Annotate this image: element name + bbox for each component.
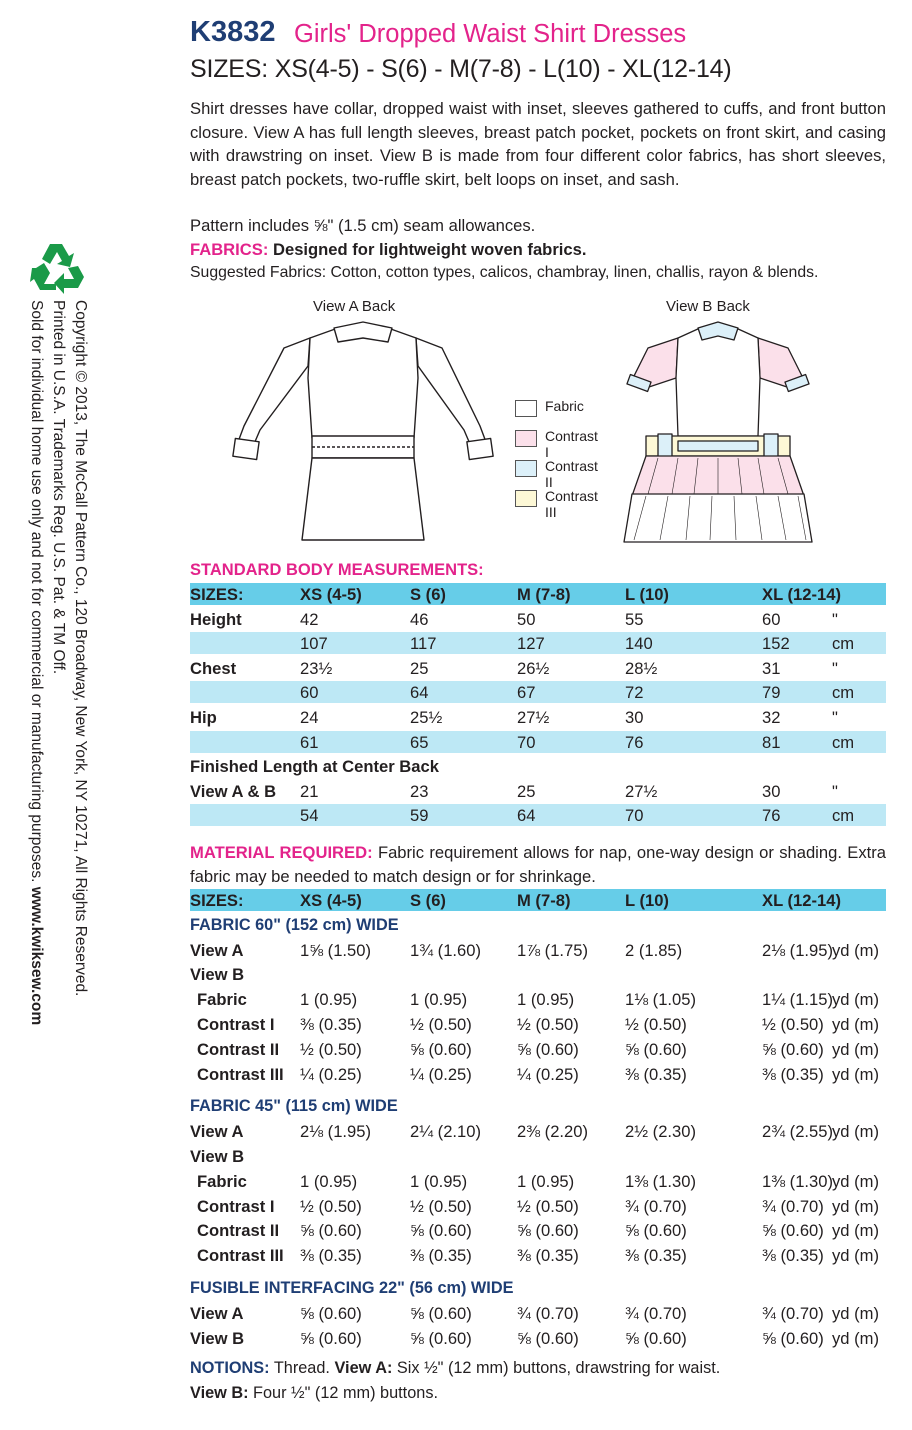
yardage-value: ½ (0.50) <box>762 1015 824 1034</box>
view-b-back-illustration <box>618 318 818 550</box>
row-label: View A <box>190 1122 244 1142</box>
notions-line-2 <box>190 1384 438 1403</box>
yardage-unit: yd (m) <box>832 1122 880 1142</box>
measurement-unit: " <box>832 708 838 727</box>
measurement-unit: cm <box>832 683 855 703</box>
yardage-value: 2½ (2.30) <box>625 1122 697 1142</box>
row-label: Fabric <box>197 990 247 1010</box>
yardage-value: ⅝ (0.60) <box>410 1303 472 1323</box>
description: Shirt dresses have collar, dropped waist with inset, sleeves gathered to cuffs, and front button closure. View A has full length sleeves, breast patch pocket, pockets on front skirt, and casing with drawstring on inset. View B is made from four different color fabrics, has short sleeves, breast patch pockets, two-ruffle skirt, belt loops on inset, and sash. <box>190 99 886 190</box>
legend-label: Contrast II <box>545 458 598 490</box>
yardage-value: 2⅛ (1.95) <box>300 1122 372 1142</box>
view-a-label: View A Back <box>313 298 396 315</box>
yardage-unit: yd (m) <box>832 940 880 960</box>
yardage-unit: yd (m) <box>832 1246 880 1266</box>
legend-label: Contrast III <box>545 488 598 520</box>
measurement-value: 32 <box>762 708 781 727</box>
yardage-value: ½ (0.50) <box>517 1196 579 1216</box>
measurement-value: 25½ <box>410 708 443 727</box>
measurement-unit: " <box>832 781 838 801</box>
row-label: Contrast I <box>197 1196 275 1216</box>
yardage-value: ½ (0.50) <box>517 1015 579 1034</box>
yardage-value: ½ (0.50) <box>410 1015 472 1034</box>
measurement-value: 81 <box>762 732 781 752</box>
yardage-value: 1⅜ (1.30) <box>625 1171 697 1191</box>
measurement-value: 28½ <box>625 658 658 678</box>
yardage-value: ½ (0.50) <box>300 1196 362 1216</box>
measurement-value: 60 <box>300 683 319 703</box>
yardage-value: ¼ (0.25) <box>410 1064 472 1084</box>
measurement-value: 117 <box>410 634 437 654</box>
yardage-value: ⅜ (0.35) <box>625 1064 687 1084</box>
header-size: XL (12-14) <box>762 585 842 604</box>
row-label: Contrast I <box>197 1015 275 1034</box>
measurement-value: 24 <box>300 708 319 727</box>
table-row-band <box>190 681 886 703</box>
suggested-fabrics: Suggested Fabrics: Cotton, cotton types, calicos, chambray, linen, challis, rayon & blends. <box>190 264 819 281</box>
yardage-value: 2 (1.85) <box>625 940 683 960</box>
yardage-value: 1 (0.95) <box>300 1171 358 1191</box>
measurement-value: 30 <box>625 708 644 727</box>
measurement-value: 67 <box>517 683 536 703</box>
yardage-unit: yd (m) <box>832 1015 880 1034</box>
legend-label: Contrast I <box>545 428 598 460</box>
yardage-value: ⅝ (0.60) <box>517 1328 579 1348</box>
yardage-value: 1 (0.95) <box>300 990 358 1010</box>
measurement-unit: " <box>832 609 838 629</box>
yardage-value: ⅝ (0.60) <box>625 1221 687 1241</box>
legend-swatch-fabric <box>515 400 537 417</box>
yardage-value: ⅝ (0.60) <box>517 1039 579 1059</box>
material-note <box>190 841 886 889</box>
yardage-value: ¾ (0.70) <box>517 1303 579 1323</box>
header-size: XL (12-14) <box>762 891 842 910</box>
notions-text-2: Six ½" (12 mm) buttons, drawstring for waist. <box>396 1359 721 1377</box>
pattern-note: Pattern includes ⅝" (1.5 cm) seam allowances. <box>190 216 536 235</box>
measurement-value: 31 <box>762 658 781 678</box>
header-size: XS (4-5) <box>300 891 362 910</box>
row-label: Contrast II <box>197 1039 280 1059</box>
header-sizes: SIZES: <box>190 891 244 910</box>
yardage-value: ⅜ (0.35) <box>300 1246 362 1266</box>
measurement-value: 59 <box>410 806 429 826</box>
row-label: Contrast II <box>197 1221 280 1241</box>
yardage-value: ⅝ (0.60) <box>410 1039 472 1059</box>
yardage-value: 1⅝ (1.50) <box>300 940 372 960</box>
yardage-unit: yd (m) <box>832 1039 880 1059</box>
yardage-unit: yd (m) <box>832 1328 880 1348</box>
measurement-value: 42 <box>300 609 319 629</box>
row-label: View A <box>190 1303 244 1323</box>
notions-view-b-label: View B: <box>190 1384 249 1402</box>
yardage-value: ⅝ (0.60) <box>517 1221 579 1241</box>
yardage-value: ½ (0.50) <box>300 1039 362 1059</box>
fabrics-line <box>190 240 586 260</box>
pattern-title: Girls' Dropped Waist Shirt Dresses <box>294 20 687 48</box>
measurement-value: 54 <box>300 806 319 826</box>
yardage-value: ⅝ (0.60) <box>300 1303 362 1323</box>
header-size: M (7-8) <box>517 585 571 604</box>
measurement-value: 46 <box>410 609 429 629</box>
row-label: Chest <box>190 658 237 678</box>
measurement-value: 64 <box>410 683 429 703</box>
row-label: View B <box>190 1147 245 1166</box>
sizes-line: SIZES: XS(4-5) - S(6) - M(7-8) - L(10) - XL(12-14) <box>190 55 732 83</box>
yardage-value: ⅝ (0.60) <box>410 1328 472 1348</box>
header-size: XS (4-5) <box>300 585 362 604</box>
material-label: MATERIAL REQUIRED: <box>190 843 373 862</box>
yardage-value: 1¾ (1.60) <box>410 940 482 960</box>
row-label: View A <box>190 940 244 960</box>
yardage-value: ½ (0.50) <box>625 1015 687 1034</box>
yardage-value: ¾ (0.70) <box>762 1303 824 1323</box>
measurement-value: 64 <box>517 806 536 826</box>
yardage-value: 1⅛ (1.05) <box>625 990 697 1010</box>
notions-text-1: Thread. <box>273 1359 330 1377</box>
row-label: View B <box>190 965 245 985</box>
yardage-value: ⅜ (0.35) <box>410 1246 472 1266</box>
row-label: Hip <box>190 708 217 727</box>
view-b-label: View B Back <box>666 298 750 315</box>
yardage-value: ¼ (0.25) <box>517 1064 579 1084</box>
yardage-value: ⅜ (0.35) <box>300 1015 362 1034</box>
material-section-title: FABRIC 60" (152 cm) WIDE <box>190 915 399 934</box>
yardage-unit: yd (m) <box>832 1171 880 1191</box>
measurement-value: 21 <box>300 781 319 801</box>
notions-view-a-label: View A: <box>334 1359 393 1377</box>
row-label: View A & B <box>190 781 277 801</box>
fabrics-label: FABRICS: <box>190 240 269 259</box>
measurement-value: 61 <box>300 732 319 752</box>
copyright-text: Copyright © 2013, The McCall Pattern Co., 120 Broadway, New York, NY 10271, All Rights Reserved. <box>72 300 89 997</box>
printed-text: Printed in U.S.A. Trademarks Reg. U.S. Pat. & TM Off. <box>50 300 67 675</box>
yardage-value: 1⅜ (1.30) <box>762 1171 834 1191</box>
yardage-value: 1 (0.95) <box>517 1171 575 1191</box>
view-a-back-illustration <box>228 318 498 548</box>
measurement-value: 76 <box>625 732 644 752</box>
legend-swatch-contrast-3 <box>515 490 537 507</box>
yardage-value: 2¼ (2.10) <box>410 1122 482 1142</box>
header-size: L (10) <box>625 585 669 604</box>
yardage-value: ⅝ (0.60) <box>762 1039 824 1059</box>
yardage-unit: yd (m) <box>832 1221 880 1241</box>
legend-label: Fabric <box>545 398 584 414</box>
material-section-title: FUSIBLE INTERFACING 22" (56 cm) WIDE <box>190 1279 514 1297</box>
measurement-unit: cm <box>832 806 855 826</box>
measurement-unit: " <box>832 658 838 678</box>
yardage-value: 1 (0.95) <box>517 990 575 1010</box>
measurement-unit: cm <box>832 634 855 654</box>
yardage-value: ⅝ (0.60) <box>410 1221 472 1241</box>
yardage-unit: yd (m) <box>832 1064 880 1084</box>
measurement-value: 72 <box>625 683 644 703</box>
recycle-icon <box>28 240 88 296</box>
header-size: S (6) <box>410 585 446 604</box>
row-label: View B <box>190 1328 245 1348</box>
yardage-value: ⅜ (0.35) <box>517 1246 579 1266</box>
yardage-value: ¾ (0.70) <box>625 1303 687 1323</box>
measurement-value: 79 <box>762 683 781 703</box>
sold-for-text: Sold for individual home use only and not for commercial or manufacturing purposes. <box>28 300 45 883</box>
notions-line-1 <box>190 1359 720 1378</box>
measurement-value: 65 <box>410 732 429 752</box>
measurement-value: 60 <box>762 609 781 629</box>
legend-swatch-contrast-1 <box>515 430 537 447</box>
notions-label: NOTIONS: <box>190 1359 270 1377</box>
yardage-unit: yd (m) <box>832 1303 880 1323</box>
header-size: M (7-8) <box>517 891 571 910</box>
measurement-value: 76 <box>762 806 781 826</box>
row-label: Contrast III <box>197 1246 284 1266</box>
yardage-value: ⅜ (0.35) <box>625 1246 687 1266</box>
header-size: S (6) <box>410 891 446 910</box>
yardage-value: 2⅜ (2.20) <box>517 1122 589 1142</box>
measurement-value: 127 <box>517 634 545 654</box>
yardage-value: 1⅞ (1.75) <box>517 940 589 960</box>
yardage-value: ⅝ (0.60) <box>762 1221 824 1241</box>
yardage-value: 1 (0.95) <box>410 990 468 1010</box>
finished-length-title: Finished Length at Center Back <box>190 757 439 777</box>
table-row-band <box>190 731 886 753</box>
website-link[interactable]: www.kwiksew.com <box>28 886 45 1026</box>
measurement-value: 25 <box>517 781 536 801</box>
measurement-value: 23 <box>410 781 429 801</box>
yardage-value: 1 (0.95) <box>410 1171 468 1191</box>
yardage-value: 2⅛ (1.95) <box>762 940 834 960</box>
material-text: Fabric requirement allows for nap, one-way design or shading. Extra fabric may be needed to match design or for shrinkage. <box>190 843 886 886</box>
measurement-value: 55 <box>625 609 644 629</box>
body-measurements-title: STANDARD BODY MEASUREMENTS: <box>190 561 484 579</box>
table-row-band <box>190 804 886 826</box>
measurement-value: 70 <box>517 732 536 752</box>
row-label: Height <box>190 609 242 629</box>
measurement-value: 50 <box>517 609 536 629</box>
material-section-title: FABRIC 45" (115 cm) WIDE <box>190 1097 398 1116</box>
legend-swatch-contrast-2 <box>515 460 537 477</box>
pattern-code: K3832 <box>190 16 276 48</box>
yardage-value: ⅝ (0.60) <box>762 1328 824 1348</box>
yardage-value: ½ (0.50) <box>410 1196 472 1216</box>
sold-for-line <box>29 300 45 1025</box>
row-label: Fabric <box>197 1171 247 1191</box>
measurement-value: 107 <box>300 634 328 654</box>
yardage-value: ⅝ (0.60) <box>625 1328 687 1348</box>
measurement-value: 23½ <box>300 658 333 678</box>
yardage-value: ¼ (0.25) <box>300 1064 362 1084</box>
yardage-value: ⅝ (0.60) <box>300 1221 362 1241</box>
measurement-value: 25 <box>410 658 429 678</box>
measurement-value: 27½ <box>625 781 658 801</box>
yardage-value: 1¼ (1.15) <box>762 990 834 1010</box>
measurement-value: 26½ <box>517 658 550 678</box>
yardage-value: ⅝ (0.60) <box>625 1039 687 1059</box>
yardage-value: ⅜ (0.35) <box>762 1246 824 1266</box>
yardage-value: ¾ (0.70) <box>762 1196 824 1216</box>
measurement-value: 152 <box>762 634 790 654</box>
yardage-value: ⅝ (0.60) <box>300 1328 362 1348</box>
yardage-unit: yd (m) <box>832 1196 880 1216</box>
yardage-value: 2¾ (2.55) <box>762 1122 834 1142</box>
measurement-unit: cm <box>832 732 855 752</box>
measurement-value: 27½ <box>517 708 550 727</box>
measurement-value: 140 <box>625 634 653 654</box>
measurement-value: 30 <box>762 781 781 801</box>
measurement-value: 70 <box>625 806 644 826</box>
row-label: Contrast III <box>197 1064 284 1084</box>
notions-text-3: Four ½" (12 mm) buttons. <box>253 1384 438 1402</box>
header-size: L (10) <box>625 891 669 910</box>
yardage-value: ¾ (0.70) <box>625 1196 687 1216</box>
yardage-unit: yd (m) <box>832 990 880 1010</box>
fabrics-text: Designed for lightweight woven fabrics. <box>272 240 587 259</box>
header-sizes: SIZES: <box>190 585 244 604</box>
yardage-value: ⅜ (0.35) <box>762 1064 824 1084</box>
